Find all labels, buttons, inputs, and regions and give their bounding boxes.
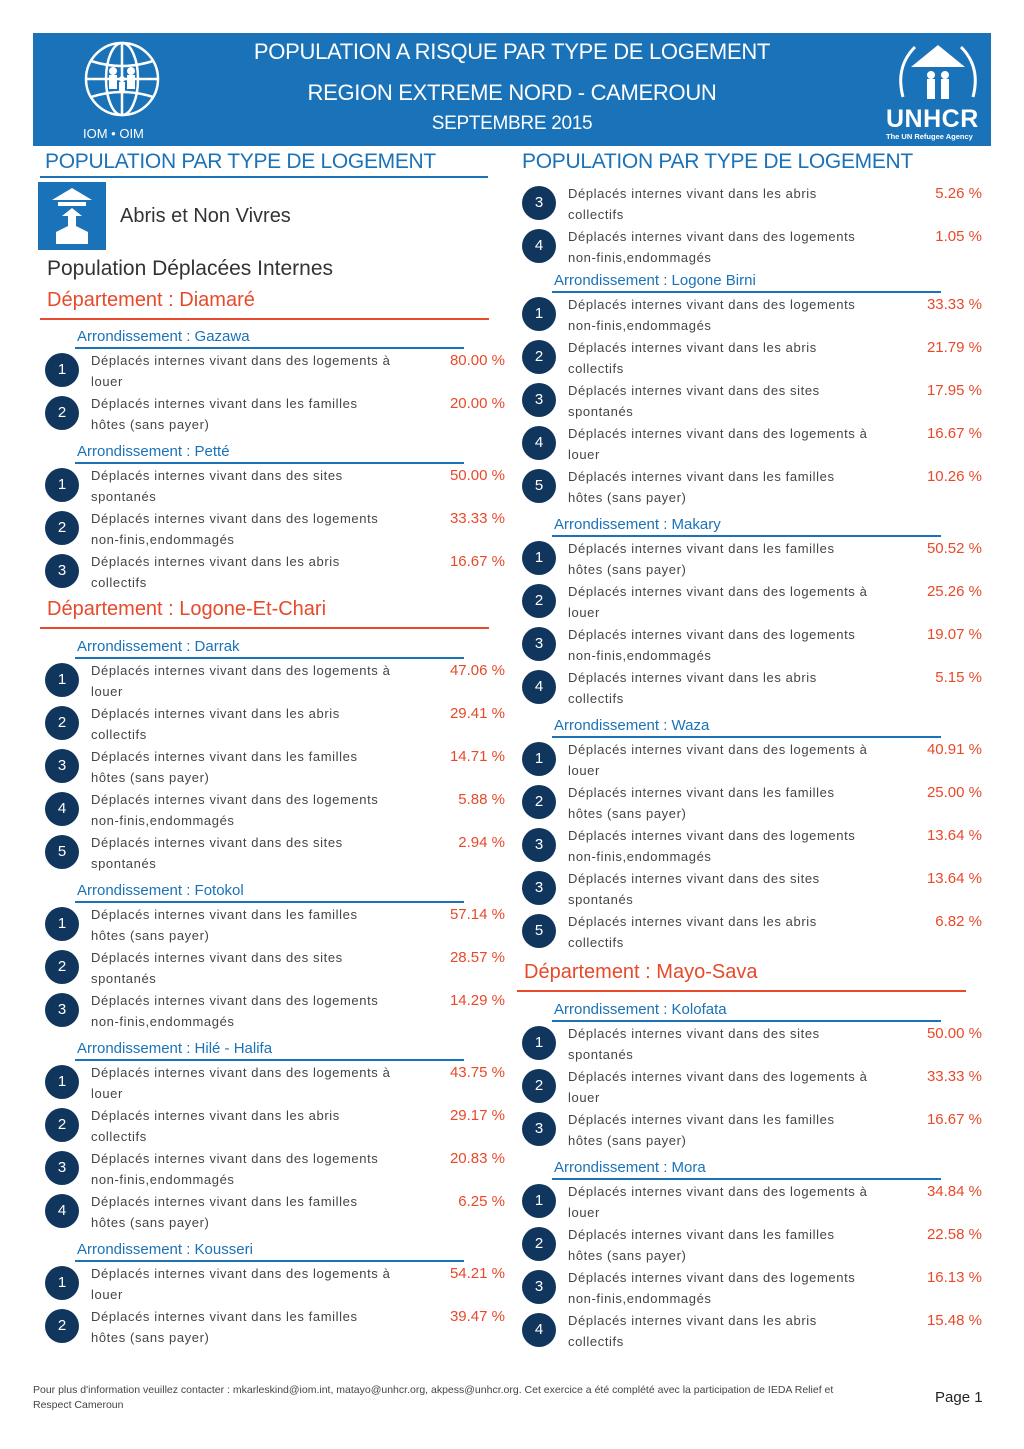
rank-badge: 1 — [45, 468, 79, 502]
rank-badge: 3 — [522, 828, 556, 862]
list-item — [522, 1267, 982, 1310]
percentage-value: 16.13 % — [926, 1269, 982, 1286]
list-item — [45, 393, 505, 436]
rank-badge: 4 — [522, 426, 556, 460]
list-item — [522, 294, 982, 337]
left-section-title: POPULATION PAR TYPE DE LOGEMENT — [45, 150, 436, 173]
report-title: POPULATION A RISQUE PAR TYPE DE LOGEMENT — [253, 39, 771, 64]
percentage-value: 39.47 % — [449, 1308, 505, 1325]
rank-badge: 3 — [45, 993, 79, 1027]
housing-type-label: Déplacés internes vivant dans des logements non-finis,endommagés — [91, 1151, 379, 1187]
percentage-value: 16.67 % — [926, 425, 982, 442]
housing-type-label: Déplacés internes vivant dans des logements à louer — [568, 1069, 868, 1105]
arrondissement-title: Arrondissement : Kolofata — [554, 1001, 727, 1018]
percentage-value: 5.88 % — [458, 791, 505, 808]
rank-badge: 2 — [45, 706, 79, 740]
percentage-value: 47.06 % — [449, 662, 505, 679]
list-item — [45, 1148, 505, 1191]
rank-badge: 2 — [522, 584, 556, 618]
percentage-value: 14.29 % — [449, 992, 505, 1009]
arrondissement-divider — [75, 347, 464, 349]
rank-badge: 2 — [522, 1227, 556, 1261]
housing-type-label: Déplacés internes vivant dans les familles hôtes (sans payer) — [568, 785, 835, 821]
department-divider — [40, 627, 489, 629]
housing-type-label: Déplacés internes vivant dans les abris collectifs — [91, 554, 340, 590]
rank-badge: 4 — [522, 229, 556, 263]
rank-badge: 1 — [522, 1184, 556, 1218]
list-item — [45, 789, 505, 832]
list-item — [45, 1263, 505, 1306]
percentage-value: 1.05 % — [935, 228, 982, 245]
housing-type-label: Déplacés internes vivant dans des logements non-finis,endommagés — [91, 993, 379, 1029]
housing-type-label: Déplacés internes vivant dans des sites spontanés — [91, 468, 343, 504]
housing-type-label: Déplacés internes vivant dans les familles hôtes (sans payer) — [91, 1194, 358, 1230]
list-item — [522, 183, 982, 226]
list-item — [45, 1306, 505, 1349]
report-region: REGION EXTREME NORD - CAMEROUN — [307, 80, 717, 105]
rank-badge: 3 — [45, 749, 79, 783]
list-item — [522, 423, 982, 466]
list-item — [522, 1181, 982, 1224]
rank-badge: 3 — [522, 383, 556, 417]
rank-badge: 2 — [45, 1108, 79, 1142]
percentage-value: 80.00 % — [449, 352, 505, 369]
iom-logo-text: IOM • OIM — [83, 126, 144, 141]
housing-type-label: Déplacés internes vivant dans les abris collectifs — [568, 340, 817, 376]
rank-badge: 1 — [45, 907, 79, 941]
arrondissement-divider — [75, 1260, 464, 1262]
rank-badge: 1 — [45, 1266, 79, 1300]
list-item — [522, 226, 982, 269]
percentage-value: 33.33 % — [449, 510, 505, 527]
rank-badge: 1 — [45, 663, 79, 697]
housing-type-label: Déplacés internes vivant dans les familles hôtes (sans payer) — [91, 907, 358, 943]
rank-badge: 5 — [522, 914, 556, 948]
housing-type-label: Déplacés internes vivant dans des sites spontanés — [568, 383, 820, 419]
arrondissement-title: Arrondissement : Gazawa — [77, 328, 250, 345]
rank-badge: 3 — [522, 627, 556, 661]
list-item — [522, 868, 982, 911]
list-item — [45, 1062, 505, 1105]
arrondissement-divider — [552, 1178, 941, 1180]
arrondissement-divider — [552, 736, 941, 738]
housing-type-label: Déplacés internes vivant dans des logements à louer — [91, 1266, 391, 1302]
percentage-value: 17.95 % — [926, 382, 982, 399]
percentage-value: 5.15 % — [935, 669, 982, 686]
percentage-value: 16.67 % — [449, 553, 505, 570]
department-title: Département : Diamaré — [47, 289, 255, 311]
housing-type-label: Déplacés internes vivant dans des logements à louer — [568, 1184, 868, 1220]
arrondissement-divider — [75, 462, 464, 464]
list-item — [522, 337, 982, 380]
list-item — [45, 465, 505, 508]
percentage-value: 21.79 % — [926, 339, 982, 356]
list-item — [522, 1224, 982, 1267]
list-item — [522, 624, 982, 667]
housing-type-label: Déplacés internes vivant dans des logements non-finis,endommagés — [568, 627, 856, 663]
housing-type-label: Déplacés internes vivant dans des logements à louer — [91, 663, 391, 699]
list-item — [522, 380, 982, 423]
rank-badge: 2 — [522, 785, 556, 819]
rank-badge: 1 — [522, 297, 556, 331]
rank-badge: 5 — [45, 835, 79, 869]
unhcr-tagline: The UN Refugee Agency — [886, 132, 973, 141]
list-item — [45, 832, 505, 875]
list-item — [522, 466, 982, 509]
percentage-value: 50.00 % — [926, 1025, 982, 1042]
arrondissement-title: Arrondissement : Darrak — [77, 638, 240, 655]
percentage-value: 19.07 % — [926, 626, 982, 643]
list-item — [45, 746, 505, 789]
list-item — [45, 703, 505, 746]
list-item — [45, 508, 505, 551]
percentage-value: 25.00 % — [926, 784, 982, 801]
list-item — [45, 551, 505, 594]
page-number: Page 1 — [935, 1389, 983, 1406]
percentage-value: 34.84 % — [926, 1183, 982, 1200]
percentage-value: 25.26 % — [926, 583, 982, 600]
percentage-value: 13.64 % — [926, 870, 982, 887]
housing-type-label: Déplacés internes vivant dans les abris collectifs — [568, 670, 817, 706]
list-item — [45, 990, 505, 1033]
rank-badge: 1 — [45, 353, 79, 387]
arrondissement-title: Arrondissement : Fotokol — [77, 882, 244, 899]
rank-badge: 3 — [522, 186, 556, 220]
rank-badge: 1 — [522, 1026, 556, 1060]
percentage-value: 16.67 % — [926, 1111, 982, 1128]
list-item — [522, 782, 982, 825]
housing-type-label: Déplacés internes vivant dans des logements non-finis,endommagés — [91, 792, 379, 828]
rank-badge: 2 — [45, 950, 79, 984]
arrondissement-title: Arrondissement : Mora — [554, 1159, 706, 1176]
housing-type-label: Déplacés internes vivant dans des logements à louer — [568, 426, 868, 462]
rank-badge: 4 — [45, 792, 79, 826]
list-item — [522, 581, 982, 624]
rank-badge: 3 — [45, 554, 79, 588]
list-item — [522, 1310, 982, 1353]
percentage-value: 20.83 % — [449, 1150, 505, 1167]
arrondissement-divider — [552, 1020, 941, 1022]
housing-type-label: Déplacés internes vivant dans des logements non-finis,endommagés — [568, 297, 856, 333]
housing-type-label: Déplacés internes vivant dans les familles hôtes (sans payer) — [568, 1227, 835, 1263]
list-item — [45, 1191, 505, 1234]
list-item — [45, 904, 505, 947]
percentage-value: 2.94 % — [458, 834, 505, 851]
list-item — [522, 538, 982, 581]
housing-type-label: Déplacés internes vivant dans les familles hôtes (sans payer) — [91, 749, 358, 785]
percentage-value: 54.21 % — [449, 1265, 505, 1282]
list-item — [522, 825, 982, 868]
arrondissement-title: Arrondissement : Waza — [554, 717, 710, 734]
rank-badge: 3 — [522, 871, 556, 905]
housing-type-label: Déplacés internes vivant dans les familles hôtes (sans payer) — [91, 1309, 358, 1345]
housing-type-label: Déplacés internes vivant dans les familles hôtes (sans payer) — [568, 469, 835, 505]
percentage-value: 6.82 % — [935, 913, 982, 930]
housing-type-label: Déplacés internes vivant dans des logements à louer — [91, 353, 391, 389]
rank-badge: 4 — [522, 1313, 556, 1347]
rank-badge: 3 — [45, 1151, 79, 1185]
list-item — [45, 660, 505, 703]
rank-badge: 2 — [522, 1069, 556, 1103]
percentage-value: 28.57 % — [449, 949, 505, 966]
housing-type-label: Déplacés internes vivant dans des logements non-finis,endommagés — [568, 1270, 856, 1306]
list-item — [45, 947, 505, 990]
housing-type-label: Déplacés internes vivant dans les abris collectifs — [568, 186, 817, 222]
list-item — [45, 350, 505, 393]
percentage-value: 50.52 % — [926, 540, 982, 557]
housing-type-label: Déplacés internes vivant dans des logements à louer — [568, 742, 868, 778]
arrondissement-title: Arrondissement : Kousseri — [77, 1241, 253, 1258]
percentage-value: 13.64 % — [926, 827, 982, 844]
percentage-value: 33.33 % — [926, 296, 982, 313]
rank-badge: 1 — [522, 742, 556, 776]
rank-badge: 1 — [522, 541, 556, 575]
housing-type-label: Déplacés internes vivant dans des logements à louer — [568, 584, 868, 620]
housing-type-label: Déplacés internes vivant dans les abris collectifs — [568, 914, 817, 950]
percentage-value: 40.91 % — [926, 741, 982, 758]
left-section-divider — [40, 176, 488, 178]
rank-badge: 2 — [45, 1309, 79, 1343]
list-item — [522, 667, 982, 710]
percentage-value: 29.17 % — [449, 1107, 505, 1124]
list-item — [522, 1066, 982, 1109]
housing-type-label: Déplacés internes vivant dans les abris collectifs — [568, 1313, 817, 1349]
rank-badge: 2 — [45, 511, 79, 545]
list-item — [522, 739, 982, 782]
rank-badge: 2 — [522, 340, 556, 374]
percentage-value: 43.75 % — [449, 1064, 505, 1081]
population-title: Population Déplacées Internes — [47, 257, 334, 280]
percentage-value: 14.71 % — [449, 748, 505, 765]
department-title: Département : Logone-Et-Chari — [47, 598, 327, 620]
percentage-value: 6.25 % — [458, 1193, 505, 1210]
housing-type-label: Déplacés internes vivant dans des logements non-finis,endommagés — [568, 229, 856, 265]
rank-badge: 2 — [45, 396, 79, 430]
percentage-value: 10.26 % — [926, 468, 982, 485]
housing-type-label: Déplacés internes vivant dans les abris collectifs — [91, 706, 340, 742]
arrondissement-title: Arrondissement : Logone Birni — [554, 272, 756, 289]
housing-type-label: Déplacés internes vivant dans des logements à louer — [91, 1065, 391, 1101]
rank-badge: 3 — [522, 1270, 556, 1304]
housing-type-label: Déplacés internes vivant dans des sites spontanés — [91, 950, 343, 986]
department-title: Département : Mayo-Sava — [524, 961, 758, 983]
percentage-value: 29.41 % — [449, 705, 505, 722]
list-item — [45, 1105, 505, 1148]
housing-type-label: Déplacés internes vivant dans des logements non-finis,endommagés — [91, 511, 379, 547]
rank-badge: 5 — [522, 469, 556, 503]
housing-type-label: Déplacés internes vivant dans les abris collectifs — [91, 1108, 340, 1144]
header-banner — [33, 33, 991, 146]
percentage-value: 5.26 % — [935, 185, 982, 202]
rank-badge: 4 — [522, 670, 556, 704]
unhcr-logo-text: UNHCR — [886, 105, 979, 133]
arrondissement-divider — [552, 535, 941, 537]
arrondissement-divider — [75, 657, 464, 659]
housing-type-label: Déplacés internes vivant dans des sites spontanés — [91, 835, 343, 871]
list-item — [522, 1109, 982, 1152]
right-section-title: POPULATION PAR TYPE DE LOGEMENT — [522, 150, 913, 173]
arrondissement-divider — [75, 901, 464, 903]
housing-type-label: Déplacés internes vivant dans les familles hôtes (sans payer) — [91, 396, 358, 432]
arrondissement-title: Arrondissement : Hilé - Halifa — [77, 1040, 273, 1057]
rank-badge: 1 — [45, 1065, 79, 1099]
percentage-value: 22.58 % — [926, 1226, 982, 1243]
report-date: SEPTEMBRE 2015 — [431, 113, 593, 134]
percentage-value: 57.14 % — [449, 906, 505, 923]
shelter-icon — [38, 182, 106, 250]
arrondissement-title: Arrondissement : Petté — [77, 443, 230, 460]
housing-type-label: Déplacés internes vivant dans les familles hôtes (sans payer) — [568, 541, 835, 577]
rank-badge: 3 — [522, 1112, 556, 1146]
list-item — [522, 911, 982, 954]
percentage-value: 33.33 % — [926, 1068, 982, 1085]
department-divider — [517, 990, 966, 992]
arrondissement-title: Arrondissement : Makary — [554, 516, 721, 533]
housing-type-label: Déplacés internes vivant dans des logements non-finis,endommagés — [568, 828, 856, 864]
shelter-category-label: Abris et Non Vivres — [120, 205, 291, 227]
department-divider — [40, 318, 489, 320]
percentage-value: 20.00 % — [449, 395, 505, 412]
housing-type-label: Déplacés internes vivant dans des sites spontanés — [568, 1026, 820, 1062]
arrondissement-divider — [75, 1059, 464, 1061]
percentage-value: 50.00 % — [449, 467, 505, 484]
percentage-value: 15.48 % — [926, 1312, 982, 1329]
arrondissement-divider — [552, 291, 941, 293]
housing-type-label: Déplacés internes vivant dans les familles hôtes (sans payer) — [568, 1112, 835, 1148]
housing-type-label: Déplacés internes vivant dans des sites spontanés — [568, 871, 820, 907]
rank-badge: 4 — [45, 1194, 79, 1228]
list-item — [522, 1023, 982, 1066]
footer-contact-note: Pour plus d'information veuillez contacter : mkarleskind@iom.int, matayo@unhcr.org, akpess@unhcr.org. Cet exercice a été complété avec la participation de IEDA Relief et Respect Cameroun — [33, 1384, 834, 1411]
